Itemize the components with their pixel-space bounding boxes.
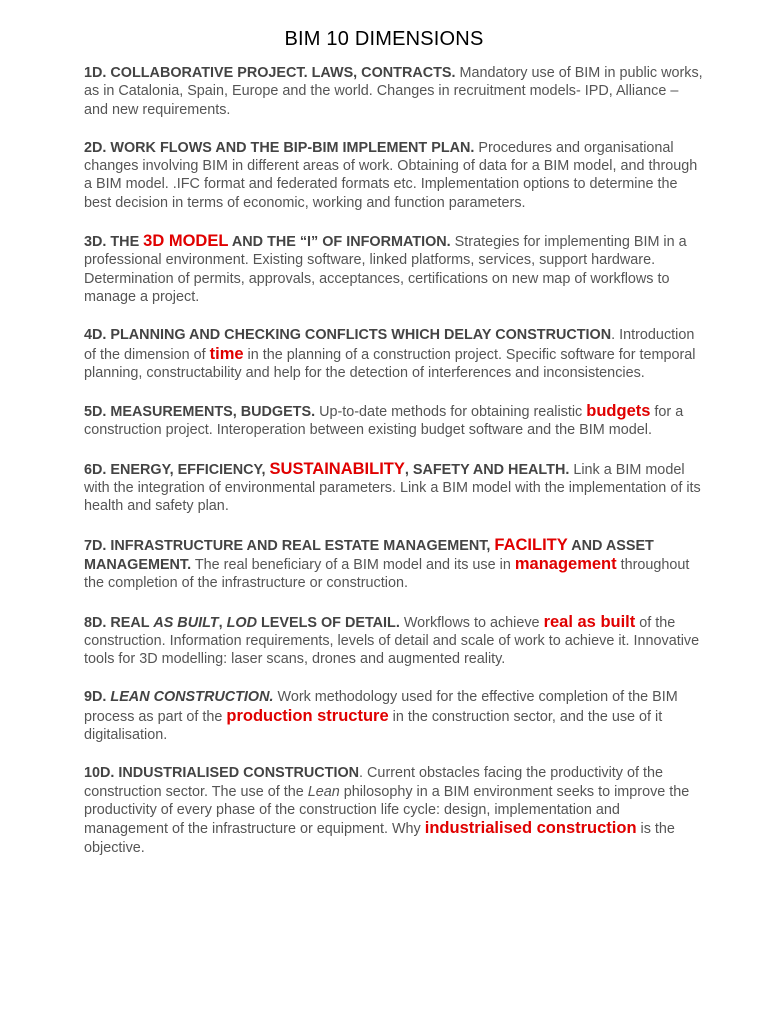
dimension-text-cont: of the construction. Information requirements, levels of detail and scale of work to achieve it. Innovative tools for 3D modelling: laser scans, drones and augmented reality. (84, 614, 700, 668)
spacer (84, 744, 706, 764)
dimension-2d (84, 139, 706, 212)
dimension-8d (84, 613, 706, 669)
dimension-heading-cont: AND THE “I” OF INFORMATION. (228, 234, 451, 251)
dimension-heading: 4D. PLANNING AND CHECKING CONFLICTS WHICH DELAY CONSTRUCTION (84, 327, 612, 344)
dimension-5d (84, 402, 706, 440)
dimension-text: . Introduction of the dimension of (84, 327, 695, 363)
dimension-6d (84, 460, 706, 516)
dimension-9d (84, 688, 706, 744)
dimension-heading-cont: LEVELS OF DETAIL. (257, 614, 400, 631)
highlight-budgets: budgets (586, 402, 651, 421)
dimension-heading-cont: , SAFETY AND HEALTH. (404, 461, 570, 478)
dimension-heading: 8D. REAL (84, 614, 154, 631)
dimension-heading: 2D. WORK FLOWS AND THE BIP-BIM IMPLEMENT PLAN. (84, 139, 475, 156)
highlight-3d-model: 3D MODEL (143, 232, 229, 251)
heading-as-built: AS BUILT (153, 614, 219, 631)
highlight-production-structure: production structure (226, 706, 389, 725)
dimension-text-end: is the objective. (84, 821, 675, 856)
dimension-heading: 9D. (84, 689, 111, 706)
dimension-heading: 6D. ENERGY, EFFICIENCY, (84, 461, 270, 478)
dimension-10d (84, 764, 706, 856)
dimension-text-cont: for a construction project. Interoperation between existing budget software and the BIM model. (84, 404, 684, 439)
highlight-time: time (209, 344, 244, 363)
spacer (84, 593, 706, 613)
dimension-1d (84, 64, 706, 119)
highlight-sustainability: SUSTAINABILITY (269, 459, 405, 478)
spacer (84, 516, 706, 536)
dimension-text: Mandatory use of BIM in public works, as in Catalonia, Spain, Europe and the world. Changes in recruitment models- IPD, Alliance – and new requirements. (84, 65, 703, 118)
heading-lean-construction: LEAN CONSTRUCTION. (110, 689, 274, 706)
dimension-heading: 3D. THE (84, 234, 144, 251)
dimension-text: The real beneficiary of a BIM model and its use in (191, 556, 515, 573)
dimension-text: Up-to-date methods for obtaining realistic (315, 404, 587, 421)
dimension-text-cont: in the planning of a construction project. Specific software for temporal planning, constructability and help for the detection of interferences and inconsistencies. (84, 346, 696, 381)
text-lean-italic: Lean (307, 783, 340, 800)
dimension-heading: 7D. INFRASTRUCTURE AND REAL ESTATE MANAGEMENT, (84, 537, 495, 554)
dimension-text: . Current obstacles facing the productivity of the construction sector. The use of the (84, 765, 664, 800)
heading-separator: , (218, 614, 227, 631)
spacer (84, 212, 706, 232)
dimension-text-cont: philosophy in a BIM environment seeks to improve the productivity of every phase of the construction life cycle: design, implementation and management of the infrastructure or equipment. Why (84, 783, 690, 838)
dimension-text: Workflows to achieve (399, 614, 544, 631)
dimension-heading: 10D. INDUSTRIALISED CONSTRUCTION (84, 765, 360, 782)
dimension-text: Work methodology used for the effective completion of the BIM process as part of the (84, 689, 678, 725)
document-title: BIM 10 DIMENSIONS (284, 28, 484, 50)
dimension-heading-cont: AND ASSET MANAGEMENT. (84, 537, 654, 573)
highlight-facility: FACILITY (494, 535, 568, 554)
highlight-management: management (514, 554, 617, 573)
heading-lod: LOD (226, 614, 257, 631)
dimension-heading: 1D. COLLABORATIVE PROJECT. LAWS, CONTRACTS. (84, 65, 456, 81)
spacer (84, 306, 706, 326)
spacer (84, 668, 706, 688)
dimension-7d (84, 536, 706, 593)
spacer (84, 382, 706, 402)
dimensions-list (84, 64, 706, 857)
dimension-3d (84, 232, 706, 306)
spacer (84, 119, 706, 139)
dimension-text: Link a BIM model with the integration of environmental parameters. Link a BIM model with the implementation of its health and safety plan. (84, 461, 701, 515)
highlight-industrialised-construction: industrialised construction (424, 819, 637, 838)
spacer (84, 440, 706, 460)
dimension-4d (84, 326, 706, 382)
dimension-text: Strategies for implementing BIM in a professional environment. Existing software, linked platforms, services, support hardware. Determination of permits, approvals, acceptances, certifications on new map of workflows to manage a project. (84, 234, 687, 305)
dimension-heading: 5D. MEASUREMENTS, BUDGETS. (84, 404, 316, 421)
dimension-text-cont: throughout the completion of the infrastructure or construction. (84, 556, 690, 592)
highlight-real-as-built: real as built (543, 612, 636, 631)
dimension-text: Procedures and organisational changes involving BIM in different areas of work. Obtaining of data for a BIM model, and through a BIM model. .IFC format and federated formats etc. Implementation options to determine the best decision in terms of economic, working and function parameters. (84, 139, 698, 211)
dimension-text-cont: in the construction sector, and the use of it digitalisation. (84, 708, 663, 744)
